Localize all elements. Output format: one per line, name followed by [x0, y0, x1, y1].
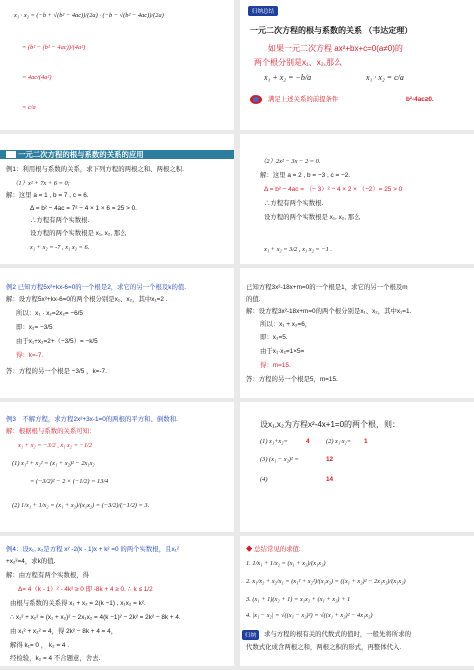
answer-line: 答：方程的另一个根是 −3/5 ，k=-7.: [6, 368, 107, 375]
formula-line: = (−3/2)² − 2 × (−1/2) = 13/4: [30, 478, 109, 485]
answer-value: 14: [326, 476, 334, 483]
text-line: +x₂²=4，求k的值.: [6, 558, 56, 565]
sum-formula: x₁ + x₂ = −b/a: [264, 73, 312, 82]
text-line: ∴方程有两个实数根.: [30, 217, 90, 224]
text-line: 求与方程的根有关的代数式的值时，一般先将所求的: [264, 631, 411, 638]
formula-line: (2) 1/x₁ + 1/x₂ = (x₁ + x₂)/(x₁x₂) = (−3/2)/(−1/2) = 3.: [12, 502, 150, 509]
text-line: 设方程的两个实数根是 x₁, x₂, 那么: [264, 214, 361, 221]
formula-line: 3. (x₁ + 1)(x₂ + 1) = x₁x₂ + (x₁ + x₂) + 1: [246, 596, 351, 603]
text-line: Δ = b² − 4ac = 7² − 4 × 1 × 6 = 25 > 0.: [30, 205, 137, 212]
text-line: x₁ + x₂ = -7 , x₁ x₂ = 6.: [30, 244, 90, 251]
formula-line: = c/a: [22, 104, 36, 111]
note-icon: [250, 95, 262, 104]
text-line: (3) (x₁ − x₂)² =: [260, 456, 299, 463]
text-line: ∴ x₁² + x₂² = (x₁ + x₂)² − 2x₁x₂ = 4(k −1)² − 2k² = 2k² − 8k + 4.: [10, 614, 181, 621]
slide-example-1-part-2: [240, 134, 474, 264]
text-line: 所以：x₁ · x₂=2x₂= −6/5: [16, 310, 83, 317]
premise-label: 满足上述关系的前提条件: [268, 96, 339, 103]
formula-line: 1. 1/x₁ + 1/x₂ = (x₁ + x₂)/(x₁x₂): [246, 560, 326, 567]
text-line: （1）x² + 7x + 6 = 0;: [12, 180, 70, 187]
text-line: 代数式化成含两根之和，两根之积的形式，再整体代入.: [246, 644, 402, 651]
diamond-bullet-icon: ◆: [246, 546, 255, 553]
text-line: 解：这里 a = 2 , b = −3 , c = −2.: [260, 172, 351, 179]
text-line: 解：设方程5x²+kx-6=0的两个根分别是x₁、x₂，其中x₁=2 .: [6, 296, 168, 303]
slide-example-2: [0, 268, 234, 398]
text-line: [246, 546, 301, 554]
text-line: 即：x₂=5.: [260, 334, 288, 341]
slide-exercise-2: [240, 268, 474, 398]
text-line: （2）2x² − 3x − 2 = 0.: [260, 158, 321, 165]
text-line: Δ= 4（k - 1）² - 4k² ≥ 0 即 -8k + 4 ≥ 0. ∴ k ≤ 1/2: [18, 586, 153, 593]
answer-value: 4: [306, 438, 310, 445]
formula-line: 2. x₁/x₂ + x₂/x₁ = (x₁² + x₂²)/(x₁x₂) = ((x₁ + x₂)² − 2x₁x₂)/(x₁x₂): [246, 578, 406, 585]
text-line: (4): [260, 476, 268, 483]
formula-line: = (b² − (b² − 4ac))/(4a²): [22, 44, 86, 51]
formula-line: x₁ + x₂ = −3/2 , x₁ x₂ = −1/2: [18, 442, 93, 449]
text-line: 解得 k₁= 0 ， k₂ = 4 .: [10, 642, 69, 649]
summary-badge: 归纳: [242, 630, 259, 640]
answer-line: 答：方程的另一个根是5，m=15.: [246, 376, 338, 383]
answer-value: 12: [326, 456, 334, 463]
formula-line: (1) x₁² + x₂² = (x₁ + x₂)² − 2x₁x₂: [12, 460, 95, 467]
text-line: 例2 已知方程5x²+kx-6=0的一个根是2，求它的另一个根及k的值.: [6, 284, 187, 291]
slide-example-3: [0, 402, 234, 532]
section-heading: 一元二次方程的根与系数的关系的应用: [18, 150, 144, 159]
text-line: (2) x₁·x₂=: [326, 438, 352, 445]
text-line: 设方程的两个实数根是 x₁, x₂, 那么: [30, 230, 127, 237]
text-line: (1) x₁+x₂=: [260, 438, 288, 445]
summary-tag: 归纳总结: [248, 6, 278, 16]
text-line: 的值.: [246, 296, 261, 303]
formula-line: = 4ac/(4a²): [22, 74, 52, 81]
text-line: 经检验，k₂ = 4 不合题意，舍去.: [10, 655, 101, 662]
text-line: 由于x₁·x₂=1×5=: [260, 348, 305, 355]
text-line: ∴方程有两个实数根.: [264, 200, 324, 207]
text-line: 得：m=15.: [260, 362, 291, 369]
text-line: x₁ + x₂ = 3/2 , x₁ x₂ = −1 .: [264, 246, 333, 253]
text-line: 例3 不解方程，求方程2x²+3x-1=0的两根的平方和、倒数和.: [6, 416, 178, 423]
premise-value: b²-4ac≥0.: [406, 96, 434, 103]
slide-title: 一元二次方程的根与系数的关系 （韦达定理）: [250, 26, 413, 35]
text-line: 解：根据根与系数的关系可知：: [6, 428, 96, 435]
slide-exercise-3: [240, 402, 474, 532]
text-line: 由根与系数的关系得 x₁ + x₂ = 2(k −1) , x₁x₂ = k².: [10, 600, 146, 607]
answer-value: 1: [364, 438, 368, 445]
text-line: 解：这里 a = 1 , b = 7 , c = 6.: [6, 192, 89, 199]
slide-example-1: [0, 134, 234, 264]
text-line: 由 x₁² + x₂² = 4，得 2k² − 8k + 4 = 4，: [10, 628, 118, 635]
text-line: 例4：设x₁, x₂是方程 x² -2(k - 1)x + k² =0 的两个实数根，且x₁²: [6, 546, 179, 553]
section-marker-icon: [6, 151, 16, 158]
slide-example-4: [0, 536, 234, 666]
text-line: 两个根分别是x₁、x₂,那么: [254, 58, 343, 67]
text-line: 如果一元二次方程 ax²+bx+c=0(a≠0)的: [268, 44, 403, 53]
text-line: 例1：利用根与系数的关系，求下列方程的两根之和、两根之积.: [6, 166, 184, 173]
formula-line: 4. |x₁ − x₂| = √((x₁ − x₂)²) = √((x₁ + x₂)² − 4x₁x₂): [246, 612, 373, 619]
text-line: 已知方程3x²-18x+m=0的一个根是1，求它的另一个根及m: [246, 284, 408, 291]
text-line: Δ = b² − 4ac = （− 3）² − 4 × 2 × （−2）= 25 > 0: [264, 186, 403, 193]
text-line: 得：k=-7.: [16, 352, 44, 359]
text-line: 解：由方程有两个实数根，得: [6, 572, 90, 579]
section-label: 总结常见的求值:: [254, 546, 301, 553]
text-line: 所以：x₁ + x₂=6，: [260, 321, 312, 328]
slide-common-values: [240, 536, 474, 666]
text-line: 由于x₁+x₂=2+（−3/5）= −k/5: [16, 338, 98, 345]
text-line: 设x₁,x₂为方程x²-4x+1=0的两个根，则：: [260, 420, 401, 429]
slide-vieta-summary: [240, 0, 474, 130]
text-line: 解：设方程3x²-18x+m=0的两个根分别是x₁、x₂，其中x₁=1.: [246, 308, 412, 315]
slide-product-derivation: [0, 0, 234, 130]
product-formula: x₁ · x₂ = c/a: [366, 73, 404, 82]
formula-line: x₁ · x₂ = (−b + √(b² − 4ac))/(2a) · (−b − √(b² − 4ac))/(2a): [14, 12, 164, 19]
text-line: 即：x₂= −3/5: [16, 324, 53, 331]
